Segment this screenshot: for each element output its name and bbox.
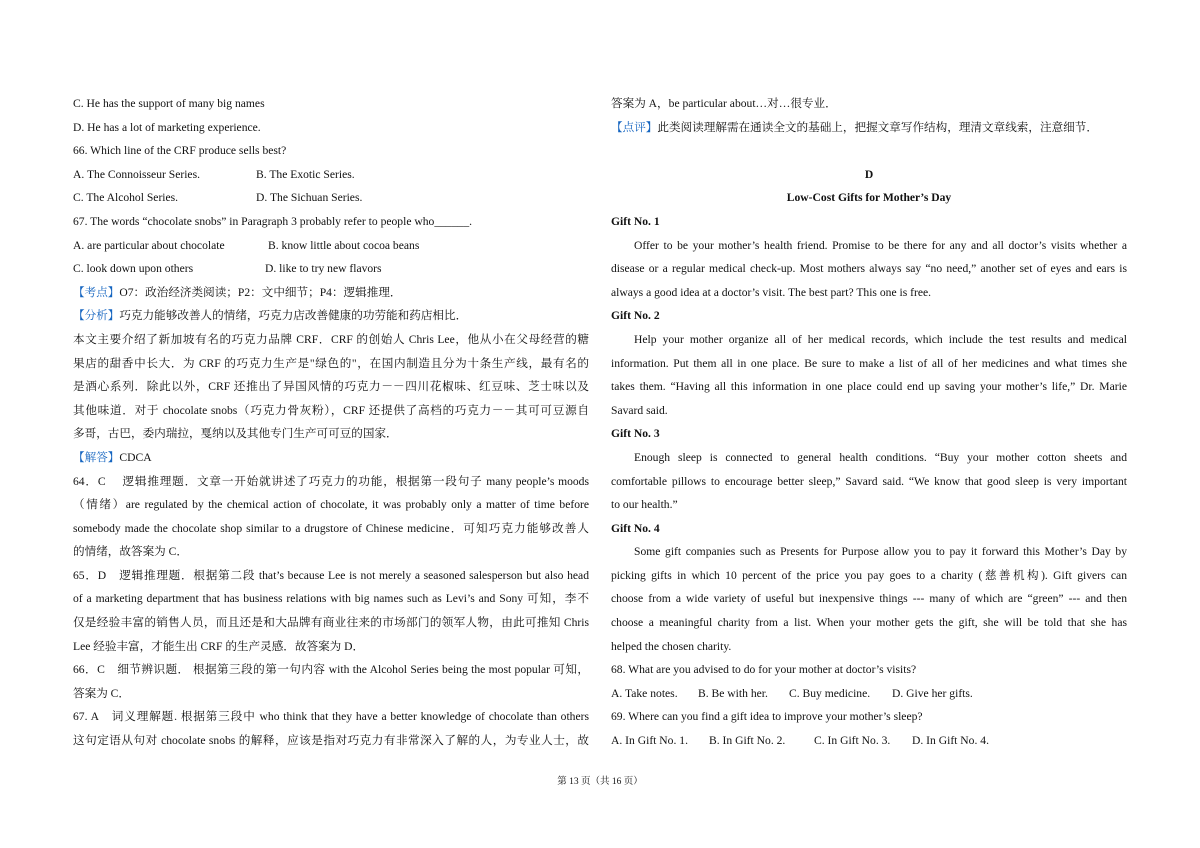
answer65-line: of a marketing department that has business relations with big names such as Levi’s and Sony 可知，李不 [73,592,589,606]
gift3-line: comfortable pillows to encourage better sleep,” Savard said. “We know that good sleep is very important [611,474,1127,488]
gift3-title: Gift No. 3 [611,427,660,441]
jieda-text: CDCA [119,450,152,464]
right-column [611,92,1127,753]
answer65-line: 仅是经验丰富的销售人员，而且还是和大品牌有商业往来的市场部门的领军人物，由此可推知 Chris [73,616,589,630]
left-column [73,92,589,753]
gift1-title: Gift No. 1 [611,214,660,228]
q66-options-ab [73,163,589,187]
spacer [611,139,1127,163]
answer64-line: somebody made the chocolate shop similar to a drugstore of Chinese medicine．可知巧克力能够改善人 [73,521,589,535]
gift4-line: picking gifts in which 10 percent of the price you pay goes to a charity (慈善机构). Gift givers can [611,568,1127,582]
q68-option-a: A. Take notes. [611,686,678,700]
q68-stem: 68. What are you advised to do for your mother at doctor’s visits? [611,663,917,677]
q68-options [611,682,1127,706]
q65-option-c: C. He has the support of many big names [73,97,265,110]
q65-option-d: D. He has a lot of marketing experience. [73,120,261,134]
answer67-line: 这句定语从句对 chocolate snobs 的解释，应该是指对巧克力有非常深入了解的人，为专业人士，故 [73,734,589,748]
kaodian-line [73,281,589,305]
q69-options [611,729,1127,753]
q67-option-b: B. know little about cocoa beans [268,238,420,252]
page-footer: 第 13 页（共 16 页） [557,777,643,787]
kaodian-tag: 【考点】 [73,285,120,299]
q69-option-d: D. In Gift No. 4. [912,734,989,748]
answer66-line: 66．C 细节辨识题． 根据第三段的第一句内容 with the Alcohol Series being the most popular 可知， [73,663,589,677]
gift2-line: information. Put them all in one place. Be sure to make a list of all of her medicines and what times she [611,356,1127,370]
q68-option-b: B. Be with her. [698,686,768,700]
q69-option-b: B. In Gift No. 2. [709,734,786,748]
gift4-line: choose a meaningful charity from a list. When your mother gets the gift, she will be told that she has [611,616,1127,630]
q67-options-cd [73,257,589,281]
section-letter: D [864,167,874,181]
gift1-line: disease or a regular medical check-up. Most mothers always say “no need,” another set of eyes and ears is [611,262,1127,276]
answer64-line: 64．C 逻辑推理题．文章一开始就讲述了巧克力的功能，根据第一段句子 many people’s moods [73,474,589,488]
dianping-text: 此类阅读理解需在通读全文的基础上，把握文章写作结构，理清文章线索，注意细节． [657,120,1098,134]
gift1-line: always a good idea at a doctor’s visit. The best part? This one is free. [611,285,932,299]
fenxi-line [73,304,589,328]
gift2-title: Gift No. 2 [611,309,660,323]
q67-option-d: D. like to try new flavors [265,262,382,276]
q69-stem: 69. Where can you find a gift idea to improve your mother’s sleep? [611,710,923,724]
analysis-line: 果店的甜香中长大．为 CRF 的巧克力生产是"绿色的"，在国内制造且分为十条生产线，最有名的 [73,356,589,370]
jieda-line [73,446,589,470]
gift3-line: to our health.” [611,498,678,512]
q66-option-c: C. The Alcohol Series. [73,191,179,205]
q67-option-c: C. look down upon others [73,262,194,276]
q66-stem: 66. Which line of the CRF produce sells best? [73,144,287,158]
fenxi-text: 巧克力能够改善人的情绪，巧克力店改善健康的功劳能和药店相比． [119,309,468,323]
analysis-line: 其他味道．对于 chocolate snobs（巧克力骨灰粉），CRF 还提供了高档的巧克力－－其可可豆源自 [73,403,589,417]
answer66-line: 答案为 C． [73,686,131,700]
gift4-line: choose from a wide variety of useful but inexpensive things --- many of which are “green” --- and then [611,592,1127,606]
gift3-line: Enough sleep is connected to general health conditions. “Buy your mother cotton sheets and [634,450,1127,464]
answer67-end: 答案为 A，be particular about…对…很专业． [611,97,837,110]
analysis-line: 多哥，古巴，委内瑞拉，戛纳以及其他专门生产可可豆的国家． [73,427,398,441]
answer67-line: 67. A 词义理解题. 根据第三段中 who think that they have a better knowledge of chocolate than others [73,710,589,724]
gift4-line: helped the chosen charity. [611,639,732,653]
gift4-title: Gift No. 4 [611,521,660,535]
gift2-line: Savard said. [611,403,668,417]
answer64-line: （情绪）are regulated by the chemical action of chocolate, it was probably only a matter of time before [73,498,589,512]
gift4-line: Some gift companies such as Presents for Purpose allow you to pay it forward this Mother’s Day by [634,545,1127,559]
q68-option-d: D. Give her gifts. [892,686,973,700]
gift2-line: Help your mother organize all of her medical records, which include the test results and medical [634,332,1127,346]
kaodian-text: O7：政治经济类阅读；P2：文中细节；P4：逻辑推理． [119,285,402,299]
gift2-line: takes them. “Having all this information in one place could end up saving your mother’s life,” Dr. Marie [611,380,1127,394]
q67-options-ab [73,234,589,258]
gift1-line: Offer to be your mother’s health friend. Promise to be there for any and all doctor’s visits whether a [634,238,1127,252]
analysis-line: 本文主要介绍了新加坡有名的巧克力品牌 CRF．CRF 的创始人 Chris Lee，他从小在父母经营的糖 [73,332,589,346]
q66-options-cd [73,186,589,210]
fenxi-tag: 【分析】 [73,309,120,323]
q66-option-b: B. The Exotic Series. [256,167,355,181]
q69-option-c: C. In Gift No. 3. [814,734,891,748]
q67-stem: 67. The words “chocolate snobs” in Paragraph 3 probably refer to people who______. [73,214,473,228]
answer65-line: 65．D 逻辑推理题．根据第二段 that’s because Lee is not merely a seasoned salesperson but also head [73,568,589,582]
section-title: Low-Cost Gifts for Mother’s Day [786,191,952,205]
q66-option-a: A. The Connoisseur Series. [73,167,200,181]
jieda-tag: 【解答】 [73,450,120,464]
q68-option-c: C. Buy medicine. [789,686,871,700]
dianping-tag: 【点评】 [611,120,658,134]
answer65-line: Lee 经验丰富，才能生出 CRF 的生产灵感．故答案为 D． [73,639,365,653]
dianping-line [611,116,1127,140]
q69-option-a: A. In Gift No. 1. [611,734,688,748]
answer64-line: 的情绪，故答案为 C． [73,545,188,559]
q66-option-d: D. The Sichuan Series. [256,191,363,205]
analysis-line: 是酒心系列．除此以外，CRF 还推出了异国风情的巧克力－－四川花椒味、红豆味、芝士味以及 [73,380,589,394]
q67-option-a: A. are particular about chocolate [73,238,225,252]
